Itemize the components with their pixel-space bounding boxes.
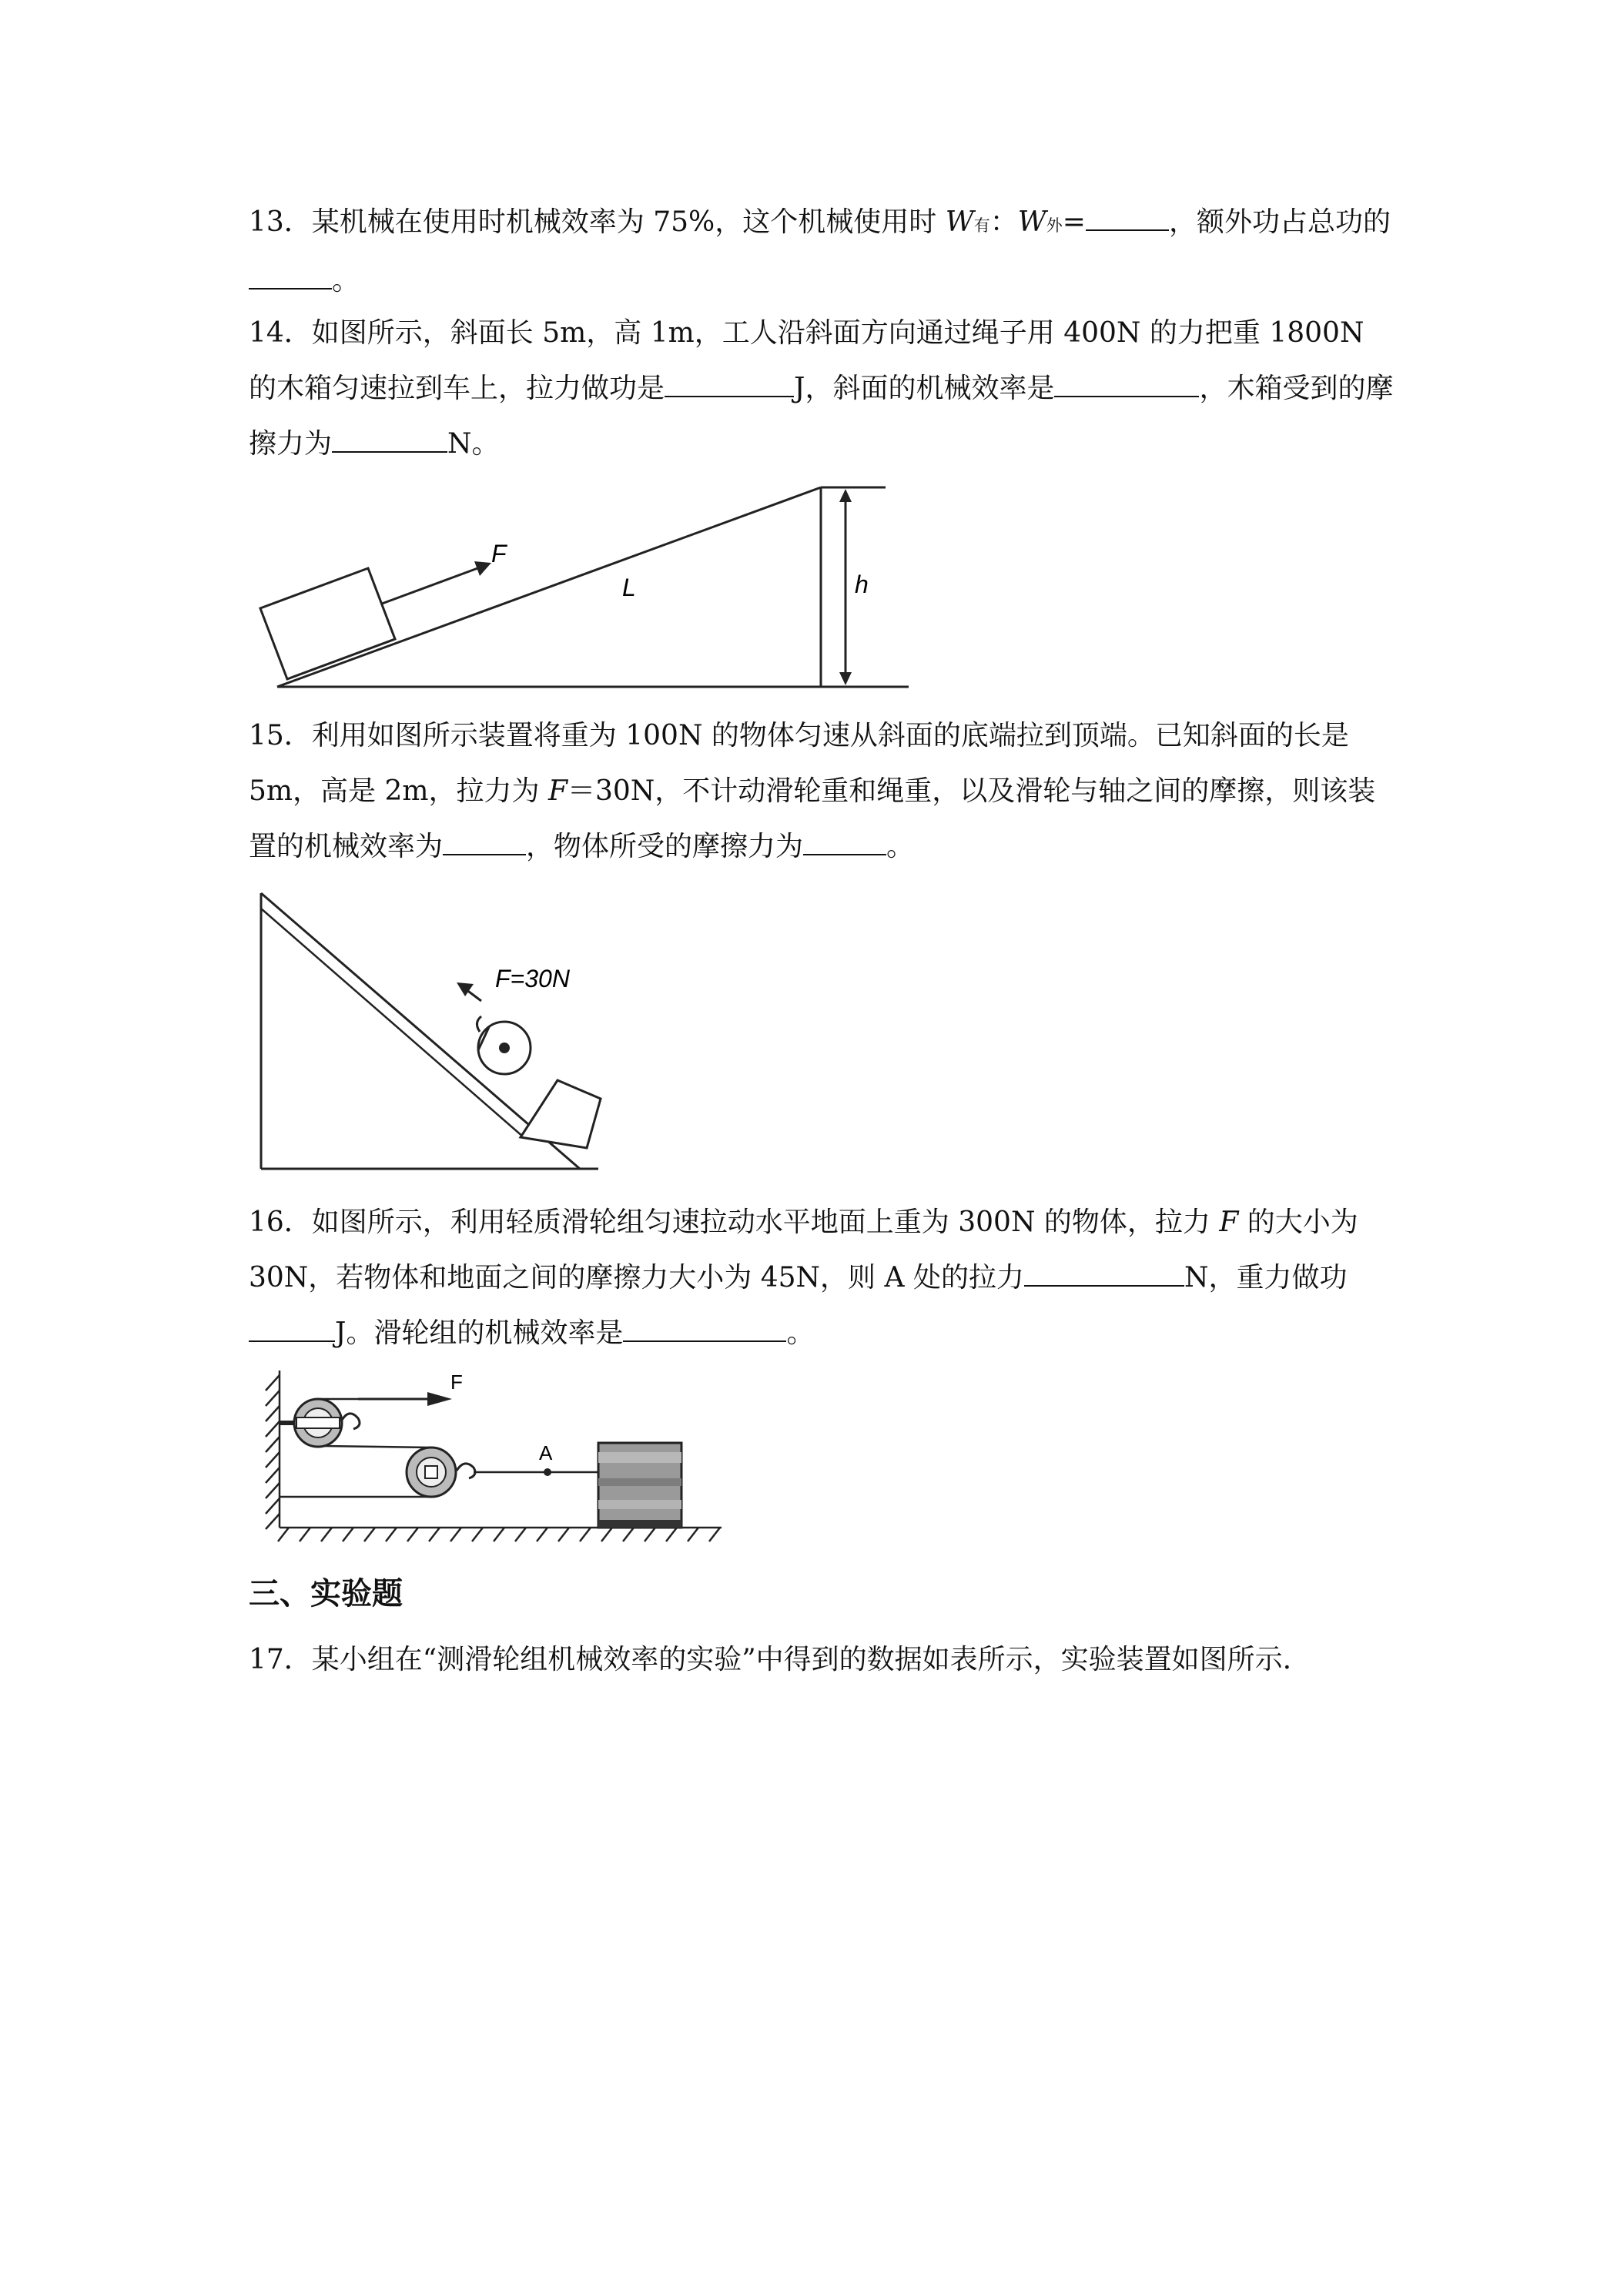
q16-point-a-label: A — [539, 1441, 553, 1464]
q13-end: 。 — [332, 265, 360, 296]
question-15 — [249, 708, 1400, 875]
q13-text-2: ，额外功占总功的 — [1168, 206, 1391, 238]
q15-pulley-incline-figure — [250, 885, 651, 1174]
q14-answer-blank-work[interactable] — [665, 365, 794, 397]
q13-colon: ： — [989, 206, 1018, 238]
q13-w-useful: W — [945, 206, 974, 238]
question-17: 17．某小组在“测滑轮组机械效率的实验”中得到的数据如表所示，实验装置如图所示. — [249, 1644, 1292, 1675]
q14-wooden-box — [260, 568, 395, 679]
question-16 — [249, 1195, 1400, 1361]
q15-text-3: ，物体所受的摩擦力为 — [526, 831, 804, 862]
q13-w-useful-subscript: 有 — [973, 216, 990, 235]
q15-movable-pulley — [477, 1016, 531, 1074]
q16-answer-blank-efficiency[interactable] — [623, 1310, 786, 1342]
q16-block — [598, 1443, 681, 1528]
q16-text-3: N，重力做功 — [1184, 1262, 1348, 1294]
q14-text-3: ，木箱受到的摩擦力为 — [249, 373, 1394, 460]
q16-force-symbol: F — [1219, 1207, 1239, 1238]
q15-force-label: F=30N — [495, 965, 570, 992]
q16-force-arrow — [358, 1392, 452, 1406]
q15-force-arrow — [457, 982, 481, 1001]
q16-movable-pulley — [407, 1448, 475, 1497]
q16-end: 。 — [786, 1317, 815, 1349]
q14-length-label: L — [622, 574, 636, 601]
q15-answer-blank-friction[interactable] — [803, 823, 886, 855]
q16-ground-hatching — [278, 1528, 722, 1541]
q16-text-4: J。滑轮组的机械效率是 — [335, 1317, 624, 1349]
q14-force-arrow — [382, 561, 491, 604]
q14-text: 14．如图所示，斜面长 5m，高 1m，工人沿斜面方向通过绳子用 400N 的力把重 1800N 的木箱匀速拉到车上，拉力做功是 — [249, 317, 1364, 404]
section-title: 三、实验题 — [249, 1576, 403, 1612]
q15-box — [521, 1080, 601, 1148]
q13-equals: = — [1062, 206, 1086, 238]
q16-pulley-system-figure — [250, 1364, 728, 1565]
q14-height-arrow — [839, 489, 852, 685]
q13-w-extra: W — [1017, 206, 1046, 238]
q16-text: 16．如图所示，利用轻质滑轮组匀速拉动水平地面上重为 300N 的物体，拉力 — [249, 1207, 1220, 1238]
q15-text: 15．利用如图所示装置将重为 100N 的物体匀速从斜面的底端拉到顶端。已知斜面的长是 5m，高是 2m，拉力为 — [249, 720, 1349, 807]
question-14 — [249, 306, 1400, 472]
q14-answer-blank-efficiency[interactable] — [1054, 365, 1199, 397]
q15-force-symbol: F — [547, 775, 568, 807]
q14-text-2: J，斜面的机械效率是 — [794, 373, 1055, 404]
q14-answer-blank-friction[interactable] — [332, 420, 447, 453]
q15-end: 。 — [886, 831, 915, 862]
q14-height-label: h — [855, 571, 869, 598]
q15-answer-blank-efficiency[interactable] — [443, 823, 526, 855]
q16-answer-blank-gravity-work[interactable] — [249, 1310, 335, 1342]
q16-fixed-pulley — [280, 1399, 360, 1447]
q13-text: 13．某机械在使用时机械效率为 75%，这个机械使用时 — [249, 206, 946, 238]
q13-answer-blank-fraction[interactable] — [249, 257, 332, 290]
q15-text-2: ＝30N，不计动滑轮重和绳重，以及滑轮与轴之间的摩擦，则该装置的机械效率为 — [249, 775, 1376, 862]
q14-incline-figure — [246, 477, 916, 701]
q14-force-label: F — [491, 540, 507, 567]
q16-wall-hatching — [266, 1371, 280, 1529]
q16-text-2: 的大小为 30N，若物体和地面之间的摩擦力大小为 45N，则 A 处的拉力 — [249, 1207, 1358, 1294]
q16-answer-blank-tension-a[interactable] — [1024, 1254, 1184, 1287]
question-13 — [249, 195, 1400, 309]
q13-w-extra-subscript: 外 — [1046, 216, 1063, 235]
q16-point-a-dot — [544, 1468, 551, 1476]
q13-answer-blank-ratio[interactable] — [1086, 199, 1169, 231]
q14-text-4: N。 — [447, 428, 500, 460]
q16-force-label: F — [450, 1371, 463, 1394]
